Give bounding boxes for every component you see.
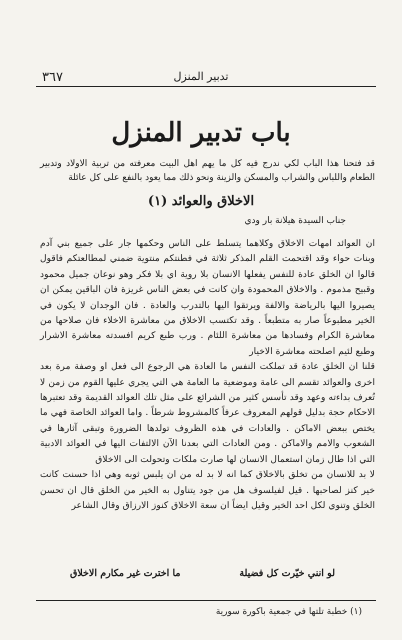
chapter-intro: قد فتحنا هذا الباب لكي ندرج فيه كل ما يهم اهل البيت معرفته من تربية الاولاد وتدبير الطعام واللباس والشراب والمسكن والزينة ونحو ذلك مما يعود بالنفع على كل عائلة bbox=[40, 159, 375, 183]
paragraph: قلنا ان الخلق عادة قد تملكت النفس ما العادة هي الرجوع الى فعل او وصفة مرة بعد اخرى والعوائد تقسم الى عامة وموضعية ما العامة هي التي يجري عليها القوم من زمن لا تُعرف بداءته وعهد وقد تأسس كثير من الشرائع على مثل تلك العوائد القديمة وقد تعتبرها الاحكام حجة بدليل قولهم المعروف عرفاً كالمشروط شرطاً . واما العوائد الخاصة فهي ما يختص ببعض الاماكن . والعادات في هذه الظروف تولدها الضرورة وتبقى آثارها في الشعوب والامم والاماكن . ومن العادات التي بعدنا الآن الالتفات اليها في العوائد الادبية التي اذا طال زمان استعمال الانسان لها صارت ملكات وتحولت الى الاخلاق bbox=[40, 361, 375, 465]
page-number: ٣٦٧ bbox=[42, 70, 63, 85]
poetry-verse bbox=[40, 568, 375, 584]
paragraph: لا بد للانسان من تخلق بالاخلاق كما انه لا بد له من ان يلبس ثوبه وهي اذا حسنت كانت خير كنز لصاحبها . قيل لفيلسوف هل من جود يتناول به الخير من الخلق قال ان تحسن الخلق وتنوي لكل احد الخير وقيل ايضاً ان سعة الاخلاق كنوز الارزاق وقال الشاعر bbox=[40, 469, 375, 511]
footnote: (١) خطبة تلتها في جمعية باكورة سورية bbox=[215, 607, 362, 617]
paragraph: ان العوائد امهات الاخلاق وكلاهما يتسلط على الناس وحكمها جار على جميع بني آدم وبنات حواء وقد اقتحمت القلم المذكر ثلاثة في فطنتكم منتوية ضمني لمطالعتكم فاقول قالوا ان الخلق عادة للنفس يفعلها الانسان بلا روية اي بلا فكر وهو نوعان جميل محمود وقبيح مذموم . والاخلاق المحمودة وان كانت في بعض الناس غريزة فان الباقين يمكن ان يصيروا اليها بالرياضة والالفة ويرتقوا اليها بالتدرب والعادة . فان الوجدان لا يكون في الخير مطبوعاً صار به متطبعاً . وقد تكتسب الاخلاق من معاشرة الاخلاء فان صلاحها من معاشرة الكرام وفسادها من معاشرة اللئام . ورب طبع كريم افسدته معاشرة الاشرار وطبع لئيم اصلحته معاشرة الاخيار bbox=[40, 238, 375, 357]
footnote-rule bbox=[36, 600, 376, 601]
running-title: تدبير المنزل bbox=[173, 70, 229, 83]
verse-hemistich-1: لو انني خيّرت كل فضيلة bbox=[239, 568, 335, 579]
verse-hemistich-2: ما اخترت غير مكارم الاخلاق bbox=[70, 568, 181, 579]
section-title: الاخلاق والعوائد (١) bbox=[147, 194, 255, 209]
article-body bbox=[40, 236, 375, 513]
header-rule bbox=[36, 86, 376, 87]
author-line: جناب السيدة هيلانة بار ودي bbox=[244, 216, 346, 226]
chapter-title: باب تدبير المنزل bbox=[111, 118, 291, 148]
